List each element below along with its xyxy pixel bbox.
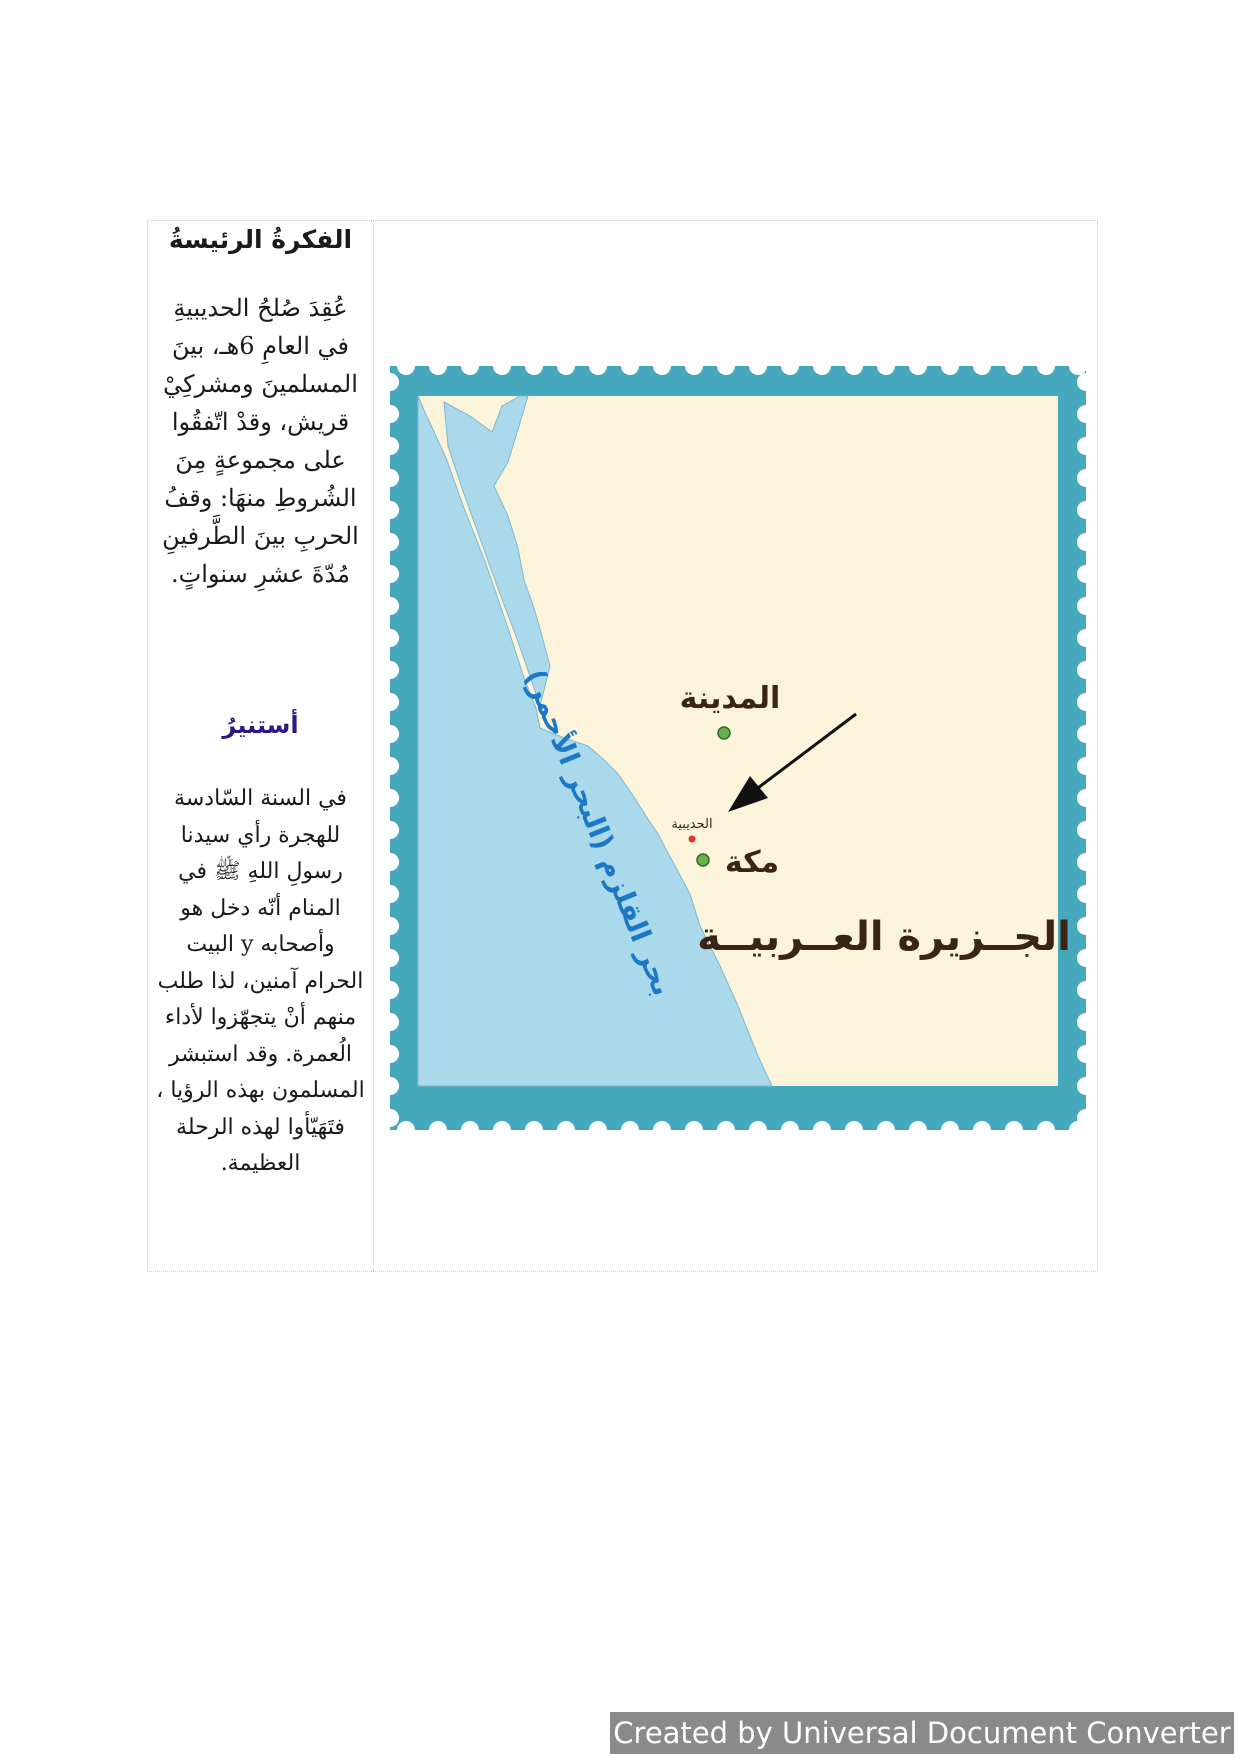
medina-label: المدينة — [679, 681, 781, 716]
main-idea-text: عُقِدَ صُلحُ الحديبيةِ في العامِ 6هـ، بينَ المسلمينَ ومشركِيْ قريش، وقدْ اتّفقُوا على مجموعةٍ مِنَ الشُروطِ منهَا: وقفُ الحربِ بينَ الطَّرفينِ مُدّةَ عشرِ سنواتٍ. — [162, 294, 359, 588]
watermark-banner: Created by Universal Document Converter — [610, 1712, 1234, 1754]
column-divider — [373, 221, 374, 1271]
mecca-label: مكة — [724, 845, 780, 880]
medina-dot — [718, 727, 730, 739]
peninsula-label: الجــزيرة العــربيــة — [697, 914, 1071, 960]
hudaybiyah-dot — [689, 836, 696, 843]
main-idea-heading: الفكرةُ الرئيسةُ — [168, 225, 353, 254]
map-image — [390, 366, 1086, 1130]
text-column — [148, 221, 373, 1271]
enlighten-text: في السنة السّادسة للهجرة رأي سيدنا رسولِ اللهِ ﷺ في المنام أنّه دخل هو وأصحابه y البيت الحرام آمنين، لذا طلب منهم أنْ يتجهّزوا لأداء الُعمرة. وقد استبشر المسلمون بهذه الرؤيا ، فتَهَيّأوا لهذه الرحلة العظيمة. — [156, 786, 365, 1176]
sea-label: بحر القلزم (البحر الأحمر) — [518, 664, 680, 1001]
hudaybiyah-label: الحديبية — [671, 817, 713, 832]
enlighten-heading: أستنيرُ — [222, 711, 299, 739]
mecca-dot — [697, 854, 709, 866]
